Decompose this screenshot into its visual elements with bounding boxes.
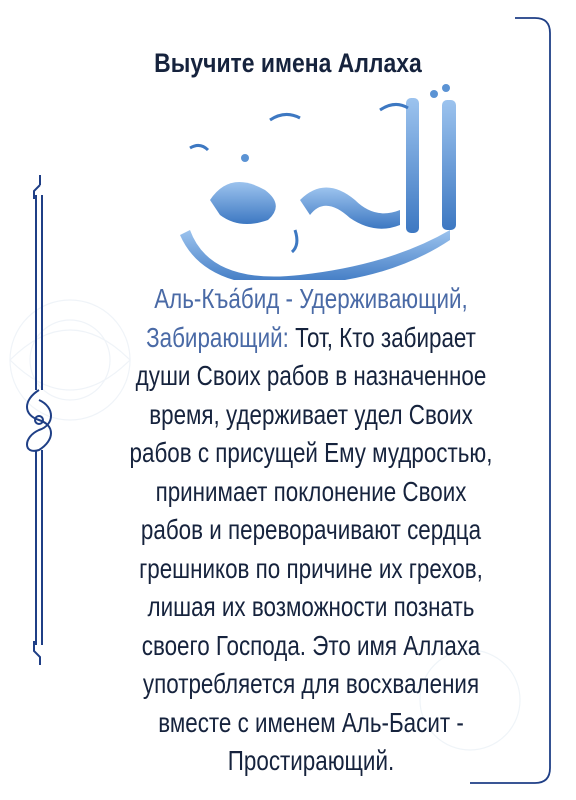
description-text: Тот, Кто забирает души Своих рабов в назначенное время, удерживает удел Своих рабов с присущей Ему мудростью, принимает поклонение Своих рабов и переворачивают сердца грешников по причине их грехов, лишая их возможности познать своего Господа. Это имя Аллаха употребляется для восхваления вместе с именем Аль-Басит - Простирающий. — [129, 321, 493, 776]
name-description — [125, 280, 498, 781]
arabic-calligraphy — [150, 80, 480, 280]
page-title: Выучите имена Аллаха — [154, 48, 422, 79]
russian-name: Аль-Къа́бид - Удерживающий, Забирающий: — [146, 283, 468, 353]
left-ornament — [18, 175, 64, 665]
